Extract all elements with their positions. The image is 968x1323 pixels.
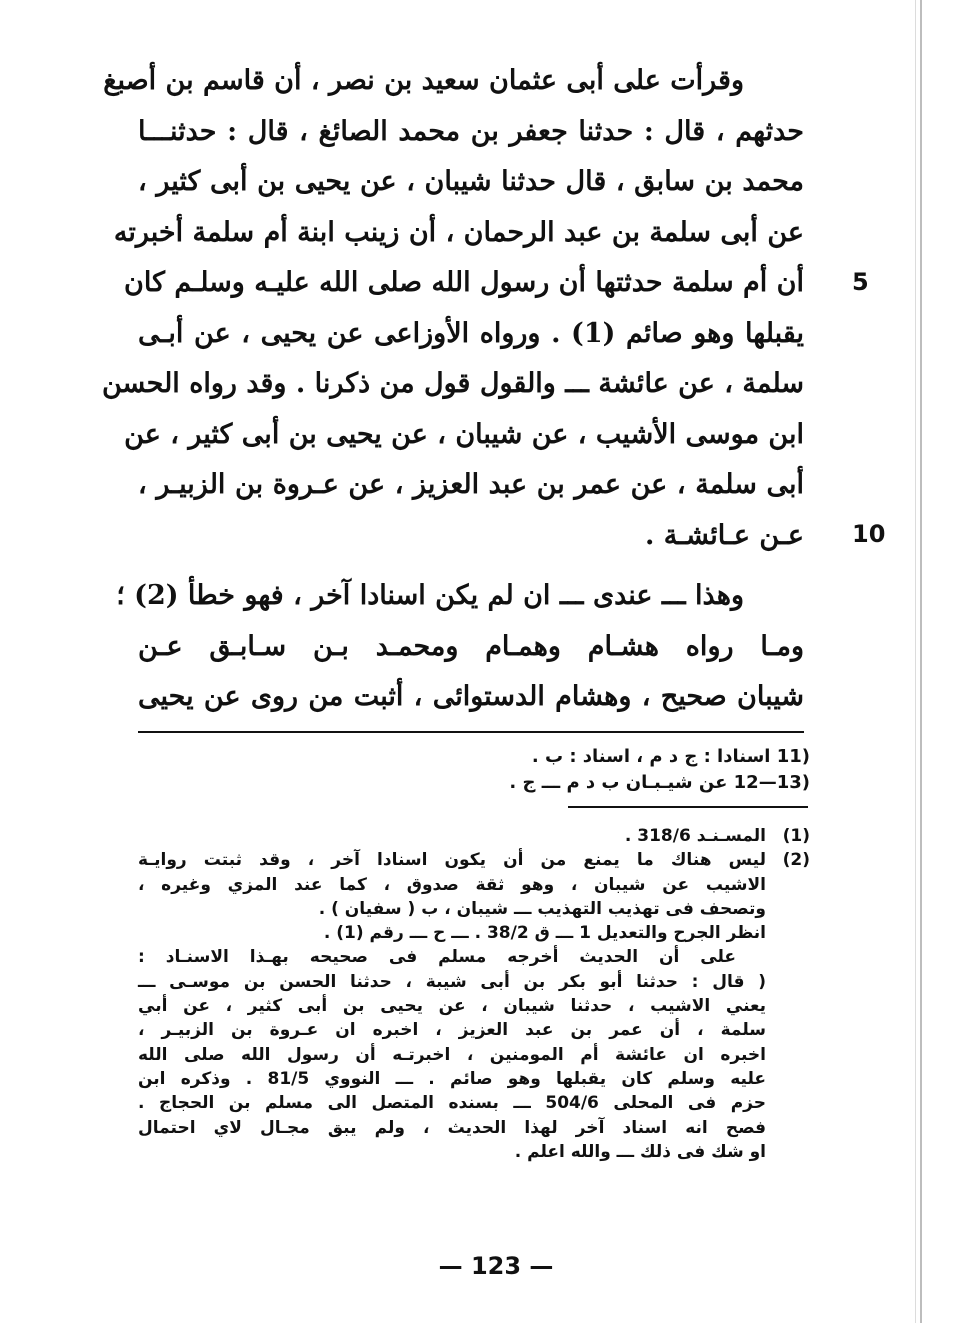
footnote-line: او شك فى ذلك ـــ والله اعلم . <box>514 1141 766 1162</box>
text-line: سلمة ، عن عائشة ـــ والقول قول من ذكرنا . وقد رواه الحسن <box>102 368 804 399</box>
footnote-line: يعني الاشيب ، حدثنا شيبان ، عن يحيى بن أبى كثير ، عن أبي <box>138 996 766 1017</box>
footnote-line: ليس هناك ما يمنع من أن يكون اسنادا آخر ، وقد ثبتت روايـة <box>138 850 766 871</box>
footnote-marker: (1) <box>782 826 810 846</box>
text-line: ومـا رواه هشـام وهمـام ومحمـد بـن سـابـق عـن <box>138 630 804 662</box>
footnote-marker: (2) <box>782 850 810 871</box>
footnote-line: وتصحف فى تهذيب التهذيب ـــ شيبان ، ب ( سفيان ) . <box>318 898 766 919</box>
line-number-10: 10 <box>852 520 886 548</box>
text-line: أن أم سلمة حدثتها أن رسول الله صلى الله عليـه وسلـم كان <box>124 267 804 298</box>
footnote-line: عليه وسلم كان يقبلها وهو صائم . ـــ النووي 81/5 . وذكره ابن <box>138 1068 766 1089</box>
footnote-line: حزم فى المحلى 504/6 ـــ بسنده المتصل الى مسلم بن الحجاج . <box>138 1093 766 1114</box>
footnotes <box>138 824 810 1164</box>
text-line: محمد بن سابق ، قال حدثنا شيبان ، عن يحيى بن أبى كثير ، <box>138 166 804 197</box>
footnote-1 <box>138 824 810 848</box>
text-line: ابن موسى الأشيب ، عن شيبان ، عن يحيى بن أبى كثير ، عن <box>124 418 804 450</box>
text-line: وقرأت على أبى عثمان سعيد بن نصر ، أن قاسم بن أصبغ <box>103 65 744 96</box>
page-edge-inner <box>915 0 916 1323</box>
footnote-line: المسـنـد 318/6 . <box>624 826 766 846</box>
text-line: يقبلها وهو صائم (1) . ورواه الأوزاعى عن يحيى ، عن أبـى <box>138 317 804 349</box>
footnote-line: اخبره ان عائشة أم المومنين ، اخبرتـه أن رسول الله صلى الله <box>138 1044 766 1065</box>
text-line: عن أبى سلمة بن عبد الرحمان ، أن زينب ابنة أم سلمة أخبرته <box>113 216 804 248</box>
variant-readings <box>430 744 810 796</box>
footnote-separator <box>568 806 808 808</box>
paragraph-2 <box>116 571 804 723</box>
text-line: أبى سلمة ، عن عمر بن عبد العزيز ، عن عـروة بن الزبيـر ، <box>138 469 804 500</box>
footnote-line: سلمة ، أن عمر بن عبد العزيز ، اخبره ان عـروة بن الزبيـر ، <box>138 1020 766 1041</box>
variant-line: (11 اسنادا : ج د م ، اسناد : ب . <box>531 746 810 767</box>
text-line: حدثهم ، قال : حدثنا جعفر بن محمد الصائغ ، قال : حدثنـــا <box>138 115 804 147</box>
footnote-line: فصح انه اسناد آخر لهذا الحديث ، ولم يبق مجـال لاي احتمال <box>138 1117 766 1138</box>
text-line: عـن عـائشـة . <box>644 519 804 551</box>
footnote-line: على أن الحديث أخرجه مسلم فى صحيحه بهـذا الاسنـاد : <box>138 947 736 968</box>
paragraph-1 <box>102 56 804 561</box>
main-text <box>102 56 804 723</box>
variant-line: (13—12 عن شيـبـان ب د م ـــ ج . <box>509 772 810 793</box>
footnote-line: الاشيب عن شيبان ، وهو ثقة صدوق ، كما عند المزي وغيره ، <box>138 874 766 895</box>
line-number-5: 5 <box>852 268 869 296</box>
text-line: شيبان صحيح ، وهشام الدستوائى ، أثبت من روى عن يحيى <box>138 681 804 712</box>
page-edge <box>920 0 922 1323</box>
footnote-2 <box>138 848 810 1164</box>
footnote-line: انظر الجرح والتعديل 1 ـــ ق 38/2 . ـــ ح ـــ رقم (1) . <box>323 923 766 944</box>
footnote-line: ( قال : حدثنا أبو بكر بن أبى شيبة ، حدثنا الحسن بن موسـى ـــ <box>138 971 766 992</box>
page-number: — 123 — <box>438 1252 554 1280</box>
text-separator <box>138 731 804 733</box>
text-line: وهذا ـــ عندى ـــ ان لم يكن اسنادا آخر ، فهو خطأ (2) ؛ <box>116 580 744 611</box>
